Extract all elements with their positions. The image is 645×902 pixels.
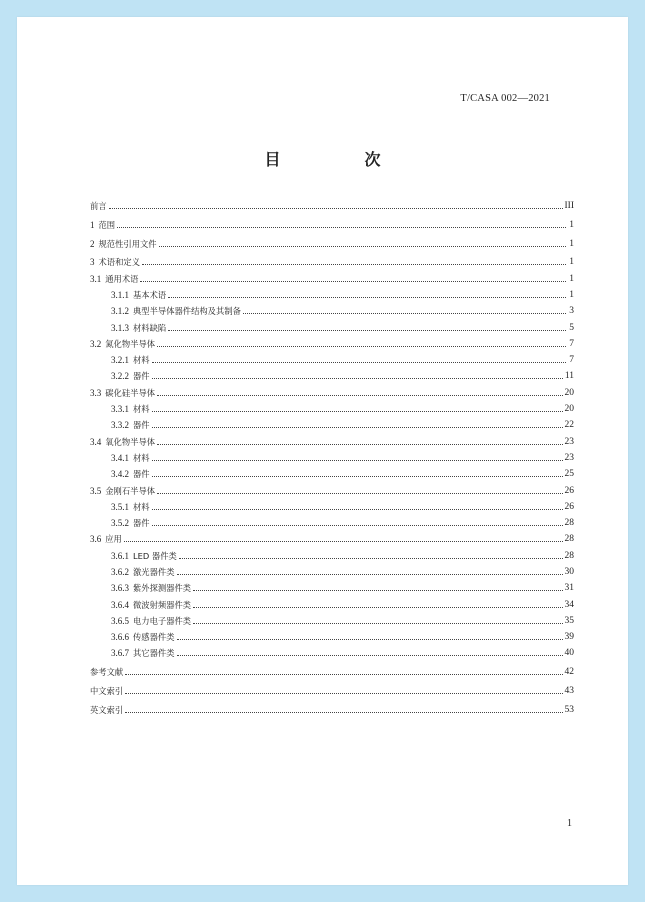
toc-entry-page: 11 — [564, 371, 574, 382]
toc-entry-text: 传感器件类 — [133, 632, 175, 643]
toc-entry-page: 42 — [564, 667, 574, 678]
toc-entry-number: 3.4.2 — [111, 469, 129, 480]
toc-entry-label — [111, 551, 177, 561]
toc-entry[interactable] — [90, 430, 574, 446]
toc-entry-page: 43 — [564, 685, 574, 696]
toc-entry-text: 金刚石半导体 — [105, 485, 156, 496]
toc-entry-number: 3.6.2 — [111, 567, 129, 577]
toc-entry-text: 其它器件类 — [133, 648, 175, 659]
toc-leader-dots — [152, 476, 563, 477]
toc-entry-number: 3.5.1 — [111, 501, 129, 512]
toc-entry-label — [111, 600, 191, 610]
toc-entry-page: 28 — [564, 550, 574, 561]
toc-entry-label — [111, 306, 241, 316]
toc-entry-text: 范围 — [98, 219, 116, 230]
toc-entry-label — [90, 239, 157, 249]
toc-entry[interactable] — [90, 544, 574, 560]
toc-entry-text: 氧化物半导体 — [105, 436, 156, 447]
toc-entry[interactable] — [90, 528, 574, 544]
toc-entry-text: 材料 — [133, 404, 150, 415]
toc-entry[interactable] — [90, 626, 574, 642]
toc-entry-label — [111, 648, 175, 658]
toc-entry-label — [111, 290, 166, 300]
toc-entry[interactable] — [90, 680, 574, 696]
page-number: 1 — [567, 818, 572, 829]
toc-entry-label — [111, 616, 191, 626]
toc-leader-dots — [179, 558, 563, 559]
toc-entry-label — [90, 257, 140, 267]
toc-entry-text: 紫外探测器件类 — [133, 583, 192, 594]
toc-entry-label — [111, 420, 150, 430]
toc-entry-page: 7 — [569, 338, 574, 349]
toc-entry-page: 3 — [569, 306, 574, 317]
toc-entry-number: 3.1.2 — [111, 306, 129, 317]
toc-leader-dots — [193, 607, 562, 608]
toc-entry-text: 参考文献 — [90, 667, 124, 678]
document-page — [17, 17, 628, 885]
toc-entry-page: 1 — [569, 257, 574, 268]
toc-entry-text: 微波射频器件类 — [133, 599, 192, 610]
toc-entry[interactable] — [90, 232, 574, 248]
toc-leader-dots — [159, 246, 566, 247]
toc-entry-text: 材料 — [133, 355, 150, 366]
toc-entry-page: 35 — [564, 615, 574, 626]
toc-entry-page: 40 — [564, 648, 574, 659]
toc-entry[interactable] — [90, 251, 574, 267]
toc-leader-dots — [152, 378, 563, 379]
toc-leader-dots — [125, 693, 562, 694]
toc-entry-number: 3.6.5 — [111, 615, 129, 626]
toc-entry-text: 前言 — [90, 201, 107, 212]
toc-entry-number: 3.3 — [90, 387, 102, 398]
toc-entry[interactable] — [90, 316, 574, 332]
toc-entry[interactable] — [90, 577, 574, 593]
toc-entry[interactable] — [90, 479, 574, 495]
toc-entry-page: 1 — [569, 273, 574, 284]
toc-leader-dots — [142, 264, 566, 265]
toc-entry[interactable] — [90, 661, 574, 677]
toc-entry[interactable] — [90, 214, 574, 230]
toc-entry[interactable] — [90, 284, 574, 300]
toc-entry[interactable] — [90, 414, 574, 430]
toc-entry-number: 3.4 — [90, 436, 102, 447]
toc-leader-dots — [157, 395, 562, 396]
toc-entry-number: 3.2 — [90, 338, 102, 349]
toc-entry-page: 20 — [564, 387, 574, 398]
toc-leader-dots — [124, 541, 563, 542]
toc-leader-dots — [152, 525, 563, 526]
toc-entry[interactable] — [90, 195, 574, 211]
toc-entry-text: 器件 — [133, 371, 150, 382]
toc-leader-dots — [109, 208, 563, 209]
toc-entry-number: 3.6.1 — [111, 550, 129, 561]
toc-entry-text: 术语和定义 — [98, 257, 140, 268]
toc-entry-number: 3.4.1 — [111, 452, 129, 463]
toc-entry-label — [90, 220, 115, 230]
page-title: 目 次 — [264, 150, 415, 169]
toc-entry-page: III — [564, 201, 574, 212]
toc-entry-label — [90, 437, 155, 447]
toc-entry[interactable] — [90, 512, 574, 528]
toc-entry-number: 1 — [90, 219, 95, 230]
toc-leader-dots — [125, 712, 562, 713]
toc-entry-label — [90, 201, 107, 211]
toc-entry[interactable] — [90, 447, 574, 463]
toc-entry-number: 3.3.1 — [111, 404, 129, 415]
toc-entry[interactable] — [90, 698, 574, 714]
toc-entry-page: 26 — [564, 485, 574, 496]
toc-entry-number: 3.1 — [90, 273, 102, 284]
toc-entry-number: 3.5.2 — [111, 518, 129, 529]
toc-entry-number: 3.6.6 — [111, 632, 129, 643]
toc-entry[interactable] — [90, 381, 574, 397]
toc-entry-number: 3.6 — [90, 534, 102, 545]
toc-entry-label — [111, 469, 150, 479]
toc-leader-dots — [117, 227, 566, 228]
toc-leader-dots — [177, 574, 563, 575]
toc-entry-text: 基本术语 — [133, 289, 167, 300]
toc-entry-page: 1 — [569, 238, 574, 249]
toc-entry-text: 中文索引 — [90, 685, 124, 696]
toc-entry[interactable] — [90, 496, 574, 512]
toc-entry-text: 典型半导体器件结构及其制备 — [133, 306, 241, 317]
toc-leader-dots — [152, 411, 563, 412]
toc-entry[interactable] — [90, 267, 574, 283]
toc-entry-number: 3.3.2 — [111, 420, 129, 431]
toc-entry-page: 23 — [564, 436, 574, 447]
document-code: T/CASA 002—2021 — [460, 93, 550, 104]
toc-entry[interactable] — [90, 642, 574, 658]
toc-entry-number: 3.2.1 — [111, 355, 129, 366]
toc-entry-text: 器件 — [133, 469, 150, 480]
toc-entry-page: 34 — [564, 599, 574, 610]
toc-entry-text: 激光器件类 — [133, 567, 175, 577]
toc-leader-dots — [152, 427, 563, 428]
toc-entry-text: 器件 — [133, 518, 150, 529]
toc-entry-number: 2 — [90, 238, 95, 249]
toc-entry-page: 1 — [569, 219, 574, 230]
toc-entry-label — [90, 486, 155, 496]
toc-entry-label — [111, 502, 150, 512]
toc-entry-page: 22 — [564, 420, 574, 431]
toc-entry-text: 电力电子器件类 — [133, 615, 192, 626]
toc-entry[interactable] — [90, 398, 574, 414]
toc-entry-page: 7 — [569, 355, 574, 366]
toc-entry[interactable] — [90, 300, 574, 316]
toc-entry-label — [111, 632, 175, 642]
toc-entry-page: 53 — [564, 704, 574, 715]
toc-entry-page: 39 — [564, 632, 574, 643]
toc-entry-label — [90, 339, 155, 349]
toc-leader-dots — [168, 330, 566, 331]
toc-entry-label — [111, 404, 150, 414]
toc-entry-label — [111, 323, 166, 333]
toc-entry-page: 31 — [564, 583, 574, 594]
toc-leader-dots — [177, 639, 563, 640]
toc-entry-text: 氮化物半导体 — [105, 338, 156, 349]
toc-leader-dots — [157, 346, 566, 347]
toc-entry[interactable] — [90, 463, 574, 479]
toc-leader-dots — [168, 297, 566, 298]
toc-leader-dots — [177, 655, 563, 656]
toc-entry-page: 25 — [564, 469, 574, 480]
toc-entry-number: 3.6.3 — [111, 583, 129, 594]
toc-entry-text: 碳化硅半导体 — [105, 387, 156, 398]
table-of-contents — [90, 195, 574, 715]
toc-entry-label — [111, 371, 150, 381]
toc-entry-page: 28 — [564, 518, 574, 529]
toc-entry-text: 应用 — [105, 534, 122, 545]
toc-entry-label — [90, 388, 155, 398]
toc-entry-page: 26 — [564, 501, 574, 512]
toc-entry-label — [111, 453, 150, 463]
toc-entry-text: LED 器件类 — [133, 550, 177, 561]
toc-leader-dots — [193, 590, 562, 591]
toc-entry-text: 规范性引用文件 — [98, 238, 157, 249]
toc-entry-text: 材料缺陷 — [133, 322, 167, 333]
toc-entry-label — [111, 355, 150, 365]
toc-entry-label — [111, 518, 150, 528]
toc-entry-number: 3.5 — [90, 485, 102, 496]
toc-entry[interactable] — [90, 365, 574, 381]
toc-leader-dots — [140, 281, 566, 282]
toc-entry-text: 材料 — [133, 501, 150, 512]
toc-leader-dots — [243, 313, 566, 314]
toc-entry-number: 3.6.7 — [111, 648, 129, 659]
toc-entry-number: 3.2.2 — [111, 371, 129, 382]
toc-entry-page: 30 — [564, 567, 574, 577]
toc-entry-label — [111, 583, 191, 593]
toc-entry-label — [90, 705, 123, 715]
toc-entry[interactable] — [90, 610, 574, 626]
toc-entry-page: 1 — [569, 289, 574, 300]
toc-entry-text: 器件 — [133, 420, 150, 431]
toc-entry-number: 3.6.4 — [111, 599, 129, 610]
toc-entry-text: 英文索引 — [90, 704, 124, 715]
toc-leader-dots — [125, 674, 562, 675]
toc-entry-text: 通用术语 — [105, 273, 139, 284]
toc-entry-page: 5 — [569, 322, 574, 333]
toc-entry[interactable] — [90, 561, 574, 577]
toc-entry-label — [90, 534, 122, 544]
toc-entry-label — [90, 274, 138, 284]
toc-entry-number: 3.1.3 — [111, 322, 129, 333]
toc-leader-dots — [152, 509, 563, 510]
toc-entry-page: 23 — [564, 452, 574, 463]
toc-leader-dots — [193, 623, 562, 624]
toc-entry-label — [90, 686, 123, 696]
toc-entry-label — [90, 667, 123, 677]
toc-entry-number: 3 — [90, 257, 95, 268]
toc-entry-label — [111, 567, 175, 577]
toc-leader-dots — [157, 493, 562, 494]
toc-entry[interactable] — [90, 593, 574, 609]
toc-leader-dots — [152, 362, 566, 363]
toc-entry[interactable] — [90, 333, 574, 349]
toc-entry-page: 28 — [564, 534, 574, 545]
toc-entry[interactable] — [90, 349, 574, 365]
toc-entry-text: 材料 — [133, 452, 150, 463]
toc-entry-number: 3.1.1 — [111, 289, 129, 300]
toc-leader-dots — [157, 444, 562, 445]
toc-leader-dots — [152, 460, 563, 461]
toc-entry-page: 20 — [564, 404, 574, 415]
